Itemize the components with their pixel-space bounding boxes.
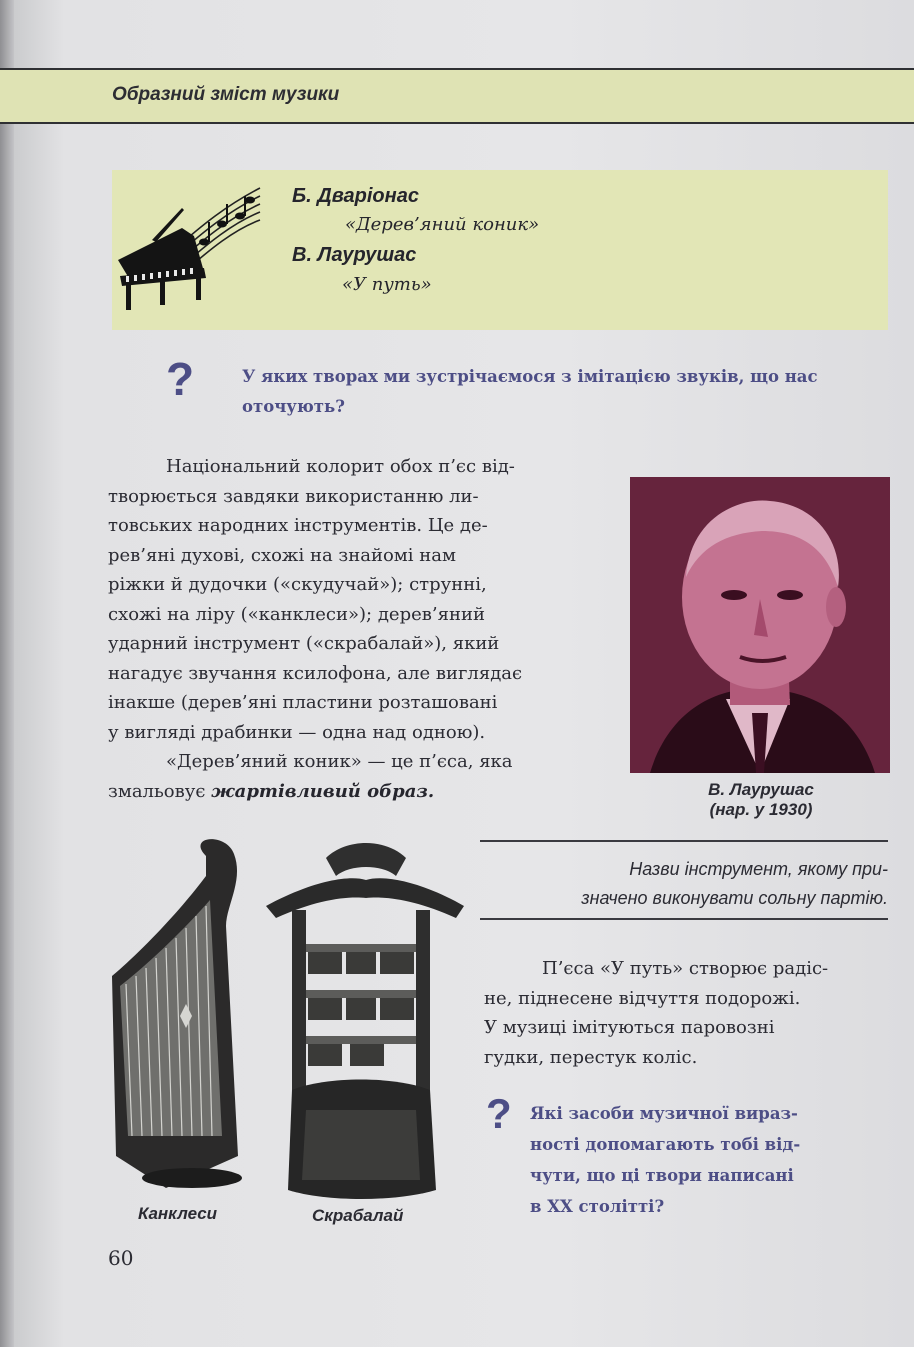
question-line: Які засоби музичної вираз- [530, 1104, 798, 1123]
question-line: У яких творах ми зустрічаємося з імітацією звуків, що нас [242, 367, 818, 386]
text-line: схожі на ліру («канклеси»); дерев’яний [108, 603, 485, 625]
page-header-title: Образний зміст музики [112, 84, 340, 105]
task-line: Назви інструмент, якому при- [629, 859, 888, 879]
label-kankles: Канклеси [138, 1204, 218, 1223]
work-title-on-the-way: «У путь» [342, 274, 432, 295]
question-line: в XX столітті? [530, 1197, 665, 1216]
text-line: у вигляді драбинки — одна над одною). [108, 721, 486, 743]
skrabalai-icon [266, 840, 466, 1206]
text-line: ріжки й дудочки («скудучай»); струнні, [108, 574, 487, 595]
caption-years: (нар. у 1930) [709, 800, 813, 819]
paragraph-national-color [108, 452, 611, 806]
caption-name: В. Лаурушас [708, 780, 814, 799]
text-line: ударний інструмент («скрабалай»), який [108, 633, 500, 654]
task-name-instrument [480, 855, 888, 913]
divider-bottom [480, 918, 888, 920]
portrait-caption [676, 780, 846, 820]
text-line: нагадує звучання ксилофона, але виглядає [108, 662, 523, 684]
text-line: товських народних інструментів. Це де- [108, 515, 488, 536]
text-line: гудки, перестук коліс. [484, 1046, 698, 1068]
text-line: П’єса «У путь» створює радіс- [542, 958, 829, 979]
text-line: Національний колорит обох п’єс від- [166, 456, 515, 477]
question-line: оточують? [242, 397, 345, 416]
portrait-photo [630, 477, 890, 773]
composer-laurushas: В. Лаурушас [292, 244, 417, 266]
divider-top [480, 840, 888, 842]
emphasis-playful-image: жартівливий образ. [211, 780, 435, 802]
question-line: чути, що ці твори написані [530, 1166, 794, 1185]
kankles-harp-icon [106, 836, 256, 1196]
question-mark-icon: ? [486, 1090, 512, 1137]
work-title-wooden-horse: «Дерев’яний коник» [345, 214, 540, 235]
text-line: «Дерев’яний коник» — це п’єса, яка [166, 751, 513, 772]
question-expressive-means [530, 1098, 890, 1222]
text-line [108, 777, 611, 807]
text-line: У музиці імітуються паровозні [484, 1017, 775, 1038]
question-line: ності допомагають тобі від- [530, 1135, 801, 1154]
question-imitation [242, 362, 882, 422]
paragraph-on-the-way [484, 954, 886, 1072]
question-mark-icon: ? [166, 353, 195, 405]
text-line: творюється завдяки використанню ли- [108, 485, 479, 507]
book-gutter [0, 0, 14, 1347]
text-line: інакше (дерев’яні пластини розташовані [108, 692, 498, 713]
text-line: рев’яні духові, схожі на знайомі нам [108, 544, 457, 566]
task-line: значено виконувати сольну партію. [581, 888, 888, 908]
composer-dvarionas: Б. Дваріонас [292, 185, 419, 207]
page-number: 60 [108, 1246, 134, 1270]
label-skrabalai: Скрабалай [312, 1206, 404, 1225]
text-span: змальовує [108, 780, 212, 802]
piano-icon [112, 180, 262, 315]
text-line: не, піднесене відчуття подорожі. [484, 987, 801, 1009]
